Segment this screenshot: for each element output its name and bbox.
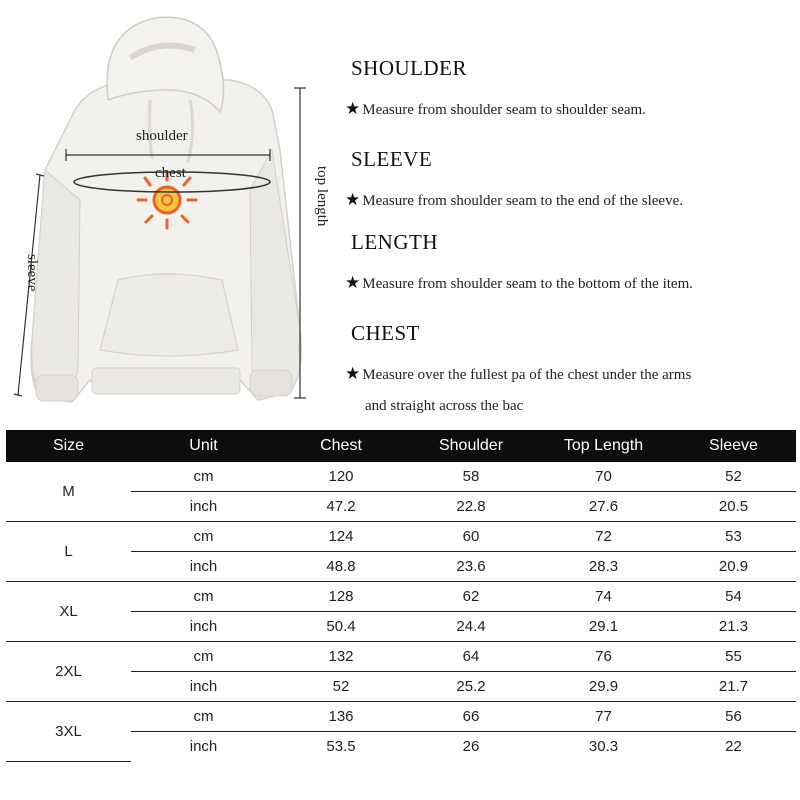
shoulder-cell: 24.4: [406, 612, 536, 642]
top-length-cell: 77: [536, 702, 671, 732]
hoodie-diagram: [0, 0, 340, 420]
unit-cell: cm: [131, 522, 276, 552]
star-icon: ★: [345, 364, 361, 383]
top-length-cell: 29.9: [536, 672, 671, 702]
table-row: [6, 702, 796, 732]
unit-cell: inch: [131, 612, 276, 642]
size-chart-table: [6, 430, 796, 762]
chest-cell: 52: [276, 672, 406, 702]
shoulder-label: shoulder: [136, 128, 188, 144]
sleeve-cell: 22: [725, 738, 742, 755]
top-length-cell: 76: [536, 642, 671, 672]
shoulder-cell: 60: [406, 522, 536, 552]
size-cell: M: [6, 462, 131, 522]
kangaroo-pocket: [100, 274, 238, 356]
header-shoulder: Shoulder: [406, 430, 536, 462]
shoulder-cell: 25.2: [406, 672, 536, 702]
right-cuff: [250, 370, 292, 396]
guide-title: SLEEVE: [351, 147, 433, 171]
header-sleeve: Sleeve: [671, 430, 796, 462]
shoulder-cell: 22.8: [406, 492, 536, 522]
table-row: [6, 582, 796, 612]
size-cell: 2XL: [6, 642, 131, 702]
waistband: [92, 368, 240, 394]
header-top-length: Top Length: [536, 430, 671, 462]
sleeve-cell: 52: [671, 462, 796, 492]
shoulder-cell: 26: [462, 738, 480, 755]
sleeve-cell: 56: [671, 702, 796, 732]
left-cuff: [36, 375, 78, 401]
shoulder-cell: 58: [406, 462, 536, 492]
guide-note: ★ Measure from shoulder seam to shoulder seam.: [345, 99, 646, 118]
top-length-cell: 28.3: [536, 552, 671, 582]
guide-length: [345, 230, 693, 300]
guide-note: ★ Measure from shoulder seam to the bottom of the item.: [345, 273, 694, 292]
unit-cell: inch: [131, 672, 276, 702]
size-cell: 3XL: [6, 702, 131, 762]
guide-note: ★ Measure from shoulder seam to the end of the sleeve.: [345, 190, 683, 209]
chest-cell: 120: [276, 462, 406, 492]
top-length-cell: 29.1: [536, 612, 671, 642]
guide-title: CHEST: [351, 321, 421, 345]
chest-cell: 53.5: [326, 738, 356, 755]
unit-cell: cm: [131, 702, 276, 732]
unit-cell: cm: [131, 582, 276, 612]
unit-cell: inch: [189, 738, 218, 755]
guide-sleeve: [345, 147, 683, 217]
shoulder-cell: 66: [406, 702, 536, 732]
size-cell: XL: [6, 582, 131, 642]
chest-cell: 132: [276, 642, 406, 672]
unit-cell: inch: [131, 492, 276, 522]
table-header-row: [6, 430, 796, 462]
top-length-cell: 70: [536, 462, 671, 492]
guide-title: LENGTH: [351, 230, 438, 254]
top-length-cell: 74: [536, 582, 671, 612]
unit-cell: cm: [131, 462, 276, 492]
header-unit: Unit: [131, 430, 276, 462]
shoulder-cell: 23.6: [406, 552, 536, 582]
header-chest: Chest: [276, 430, 406, 462]
sleeve-cell: 21.3: [671, 612, 796, 642]
top-length-cell: 72: [536, 522, 671, 552]
sleeve-cell: 55: [671, 642, 796, 672]
unit-cell: cm: [131, 642, 276, 672]
size-cell: L: [6, 522, 131, 582]
table-row: [6, 522, 796, 552]
sleeve-cell: 53: [671, 522, 796, 552]
unit-cell: inch: [131, 552, 276, 582]
chest-cell: 136: [276, 702, 406, 732]
chest-cell: 48.8: [276, 552, 406, 582]
top-length-label: top length: [314, 166, 330, 227]
sleeve-cell: 20.9: [671, 552, 796, 582]
guide-title: SHOULDER: [351, 56, 468, 80]
table-row: [6, 642, 796, 672]
chest-cell: 124: [276, 522, 406, 552]
top-length-cell: 27.6: [536, 492, 671, 522]
chest-cell: 47.2: [276, 492, 406, 522]
shoulder-cell: 62: [406, 582, 536, 612]
hoodie-illustration: [0, 0, 340, 420]
star-icon: ★: [345, 99, 361, 118]
guide-shoulder: [345, 56, 646, 126]
sleeve-cell: 20.5: [671, 492, 796, 522]
chest-cell: 128: [276, 582, 406, 612]
guide-note: ★ Measure over the fullest pa of the chest under the arms and straight across the bac: [345, 364, 692, 414]
sleeve-label: sleeve: [24, 254, 40, 292]
chest-label: chest: [155, 165, 186, 181]
sleeve-cell: 54: [671, 582, 796, 612]
top-length-cell: 30.3: [588, 738, 619, 755]
table-row: [6, 462, 796, 492]
sleeve-cell: 21.7: [671, 672, 796, 702]
shoulder-cell: 64: [406, 642, 536, 672]
chest-cell: 50.4: [276, 612, 406, 642]
guide-chest: [345, 321, 691, 422]
header-size: Size: [6, 430, 131, 462]
star-icon: ★: [345, 273, 361, 292]
star-icon: ★: [345, 190, 361, 209]
